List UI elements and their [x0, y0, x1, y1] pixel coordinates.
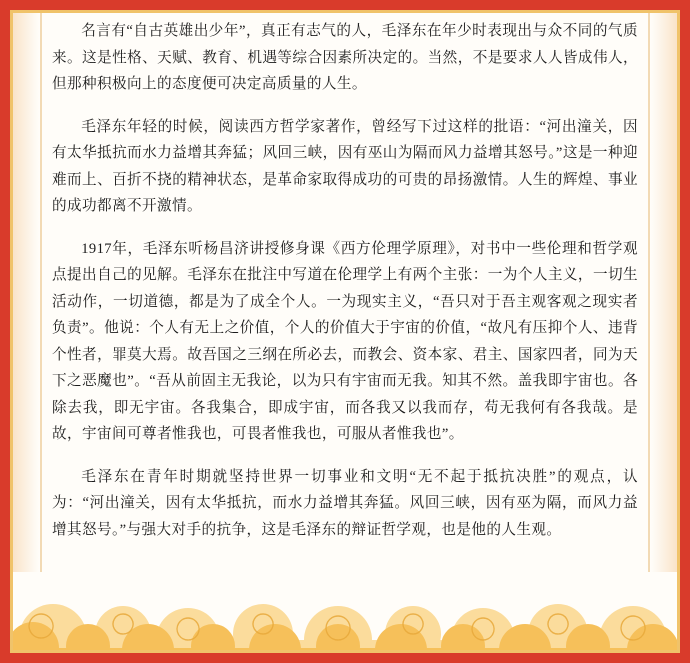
right-decorative-band [651, 13, 677, 650]
paragraph-4: 毛泽东在青年时期就坚持世界一切事业和文明“无不起于抵抗决胜”的观点，认为：“河出潼关，因有太华抵抗，而水力益增其奔猛。风回三峡，因有巫为隔，而风力益增其怒号。”与强大对手的抗争，这是毛泽东的辩证哲学观，也是他的人生观。 [52, 468, 638, 538]
cloud-pattern-svg [13, 572, 677, 650]
paragraph-1: 名言有“自古英雄出少年”，真正有志气的人，毛泽东在年少时表现出与众不同的气质来。这是性格、天赋、教育、机遇等综合因素所决定的。当然，不是要求人人皆成伟人，但那种积极向上的态度便可决定高质量的人生。 [52, 23, 638, 92]
paragraph-2: 毛泽东年轻的时候，阅读西方哲学家著作，曾经写下过这样的批语：“河出潼关，因有太华抵抗而水力益增其奔猛；风回三峡，因有巫山为隔而风力益增其怒号。”这是一种迎难而上、百折不挠的精神状态，是革命家取得成功的可贵的昂扬激情。人生的辉煌、事业的成功都离不开激情。 [52, 118, 638, 214]
left-decorative-band [13, 13, 39, 650]
left-rule-line [40, 13, 42, 650]
right-rule-line [648, 13, 650, 650]
paragraph-3: 1917年，毛泽东听杨昌济讲授修身课《西方伦理学原理》，对书中一些伦理和哲学观点提出自己的见解。毛泽东在批注中写道在伦理学上有两个主张：一为个人主义，一切生活动作，一切道德，都是为了成全个人。一为现实主义，“吾只对于吾主观客观之现实者负责”。他说：个人有无上之价值，个人的价值大于宇宙的价值，“故凡有压抑个人、违背个性者，罪莫大焉。故吾国之三纲在所必去，而教会、资本家、君主、国家四者，同为天下之恶魔也”。“吾从前固主无我论，以为只有宇宙而无我。知其不然。盖我即宇宙也。各除去我，即无宇宙。各我集合，即成宇宙，而各我又以我而存，苟无我何有各我哉。是故，宇宙间可尊者惟我也，可畏者惟我也，可服从者惟我也”。 [52, 240, 638, 442]
article-body [52, 18, 638, 578]
bottom-cloud-ornament [13, 572, 677, 650]
